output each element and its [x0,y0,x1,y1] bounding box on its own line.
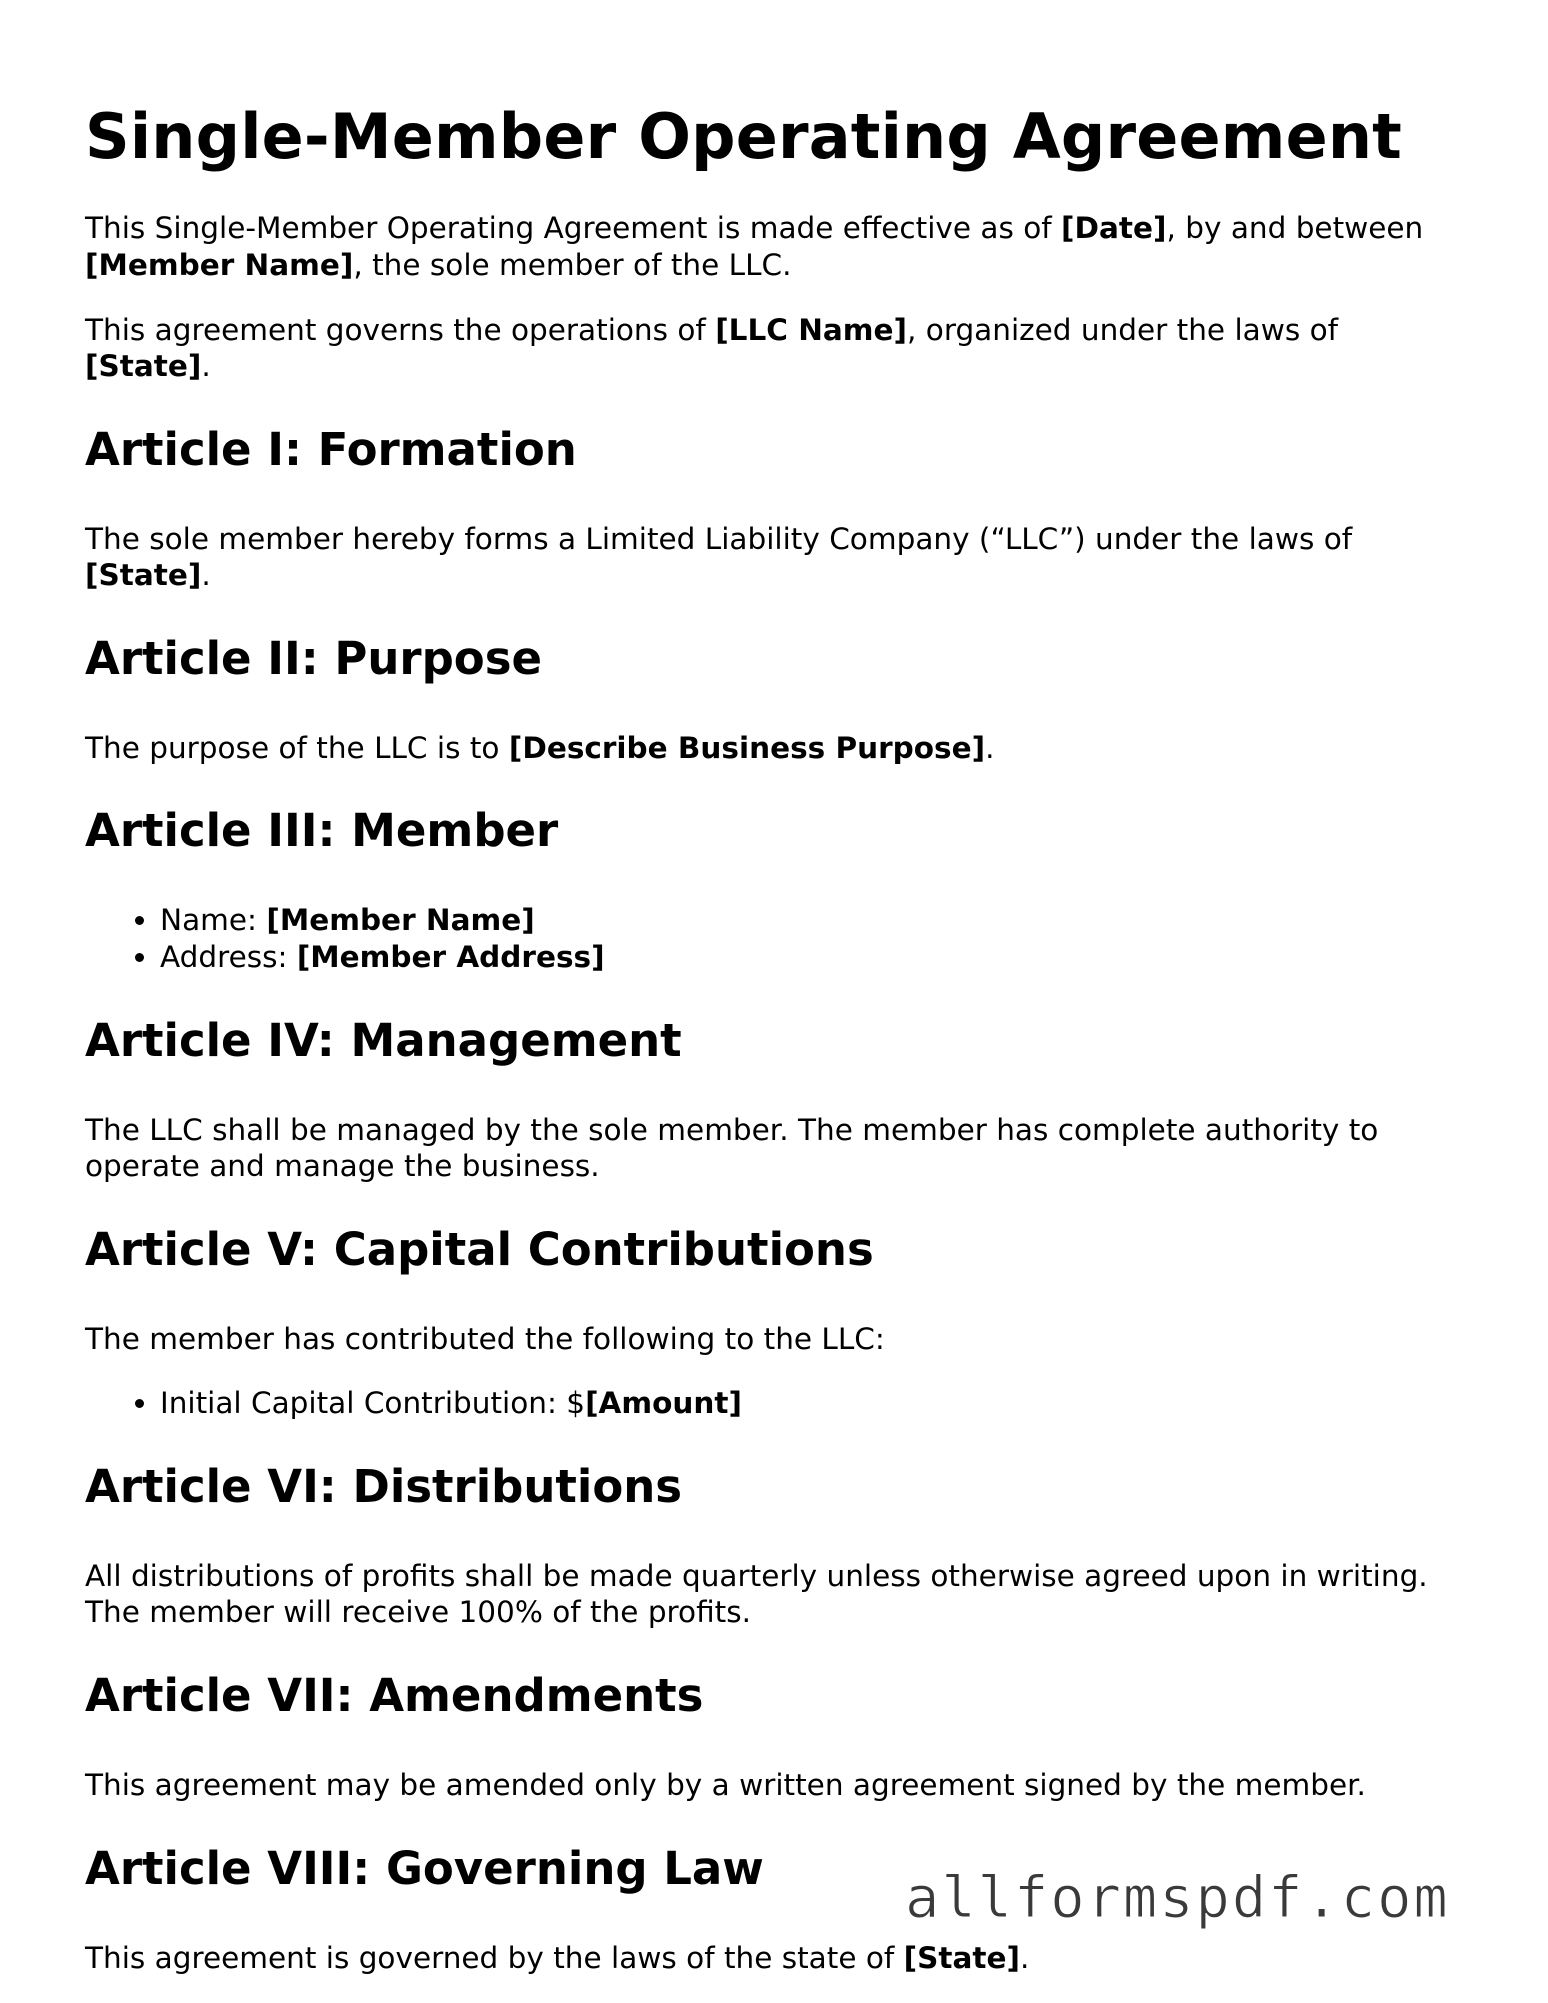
article-management-text: The LLC shall be managed by the sole member. The member has complete authority to operate and manage the business. [85,1112,1379,1184]
address-label: Address: [160,940,297,975]
state-placeholder: [State] [85,558,202,593]
article-text: The sole member hereby forms a Limited Liability Company (“LLC”) under the laws of [85,521,1353,556]
intro-text: This Single-Member Operating Agreement is made effective as of [85,211,1062,246]
article-formation-heading: Article I: Formation [85,422,577,476]
article-governing-law-heading: Article VIII: Governing Law [85,1841,764,1895]
name-label: Name: [160,903,267,938]
article-purpose-heading: Article II: Purpose [85,631,543,685]
article-member-heading: Article III: Member [85,804,559,858]
purpose-placeholder: [Describe Business Purpose] [508,730,986,765]
document-page [85,100,1470,1976]
document-title: Single-Member Operating Agreement [85,100,1403,173]
article-management-heading: Article IV: Management [85,1013,682,1067]
article-text: . [1020,1940,1030,1975]
state-placeholder: [State] [85,349,202,384]
amount-placeholder: [Amount] [585,1386,742,1421]
article-formation-text [85,521,1470,594]
article-text: The purpose of the LLC is to [85,730,509,765]
article-distributions-heading: Article VI: Distributions [85,1459,683,1513]
list-item [160,939,1470,976]
article-capital-heading: Article V: Capital Contributions [85,1222,874,1276]
state-placeholder: [State] [903,1940,1021,1975]
article-capital-text: The member has contributed the following to the LLC: [85,1321,885,1356]
date-placeholder: [Date] [1061,211,1167,246]
intro-paragraph-1 [85,210,1470,283]
intro-text: . [201,349,211,384]
intro-paragraph-2 [85,312,1470,385]
article-distributions-text: All distributions of profits shall be made quarterly unless otherwise agreed upon in writing. The member will receive 100% of the profits. [85,1558,1428,1630]
intro-text: This agreement governs the operations of [85,312,716,347]
list-item [160,1385,1470,1422]
capital-label: Initial Capital Contribution: $ [160,1386,586,1421]
intro-text: , the sole member of the LLC. [353,247,792,282]
capital-list [85,1385,1470,1422]
article-text: . [201,558,211,593]
member-name-placeholder: [Member Name] [85,247,354,282]
article-text: This agreement is governed by the laws of the state of [85,1940,904,1975]
intro-text: , by and between [1166,211,1424,246]
article-purpose-text [85,730,1470,767]
member-address-placeholder: [Member Address] [296,940,605,975]
article-amendments-heading: Article VII: Amendments [85,1669,704,1723]
article-amendments-text: This agreement may be amended only by a written agreement signed by the member. [85,1768,1366,1803]
llc-name-placeholder: [LLC Name] [715,312,908,347]
article-text: . [985,730,995,765]
watermark: allformspdf.com [905,1865,1450,1931]
list-item [160,902,1470,939]
article-governing-law-text [85,1940,1470,1977]
member-details-list [85,902,1470,975]
member-name-placeholder: [Member Name] [266,903,535,938]
intro-text: , organized under the laws of [907,312,1339,347]
